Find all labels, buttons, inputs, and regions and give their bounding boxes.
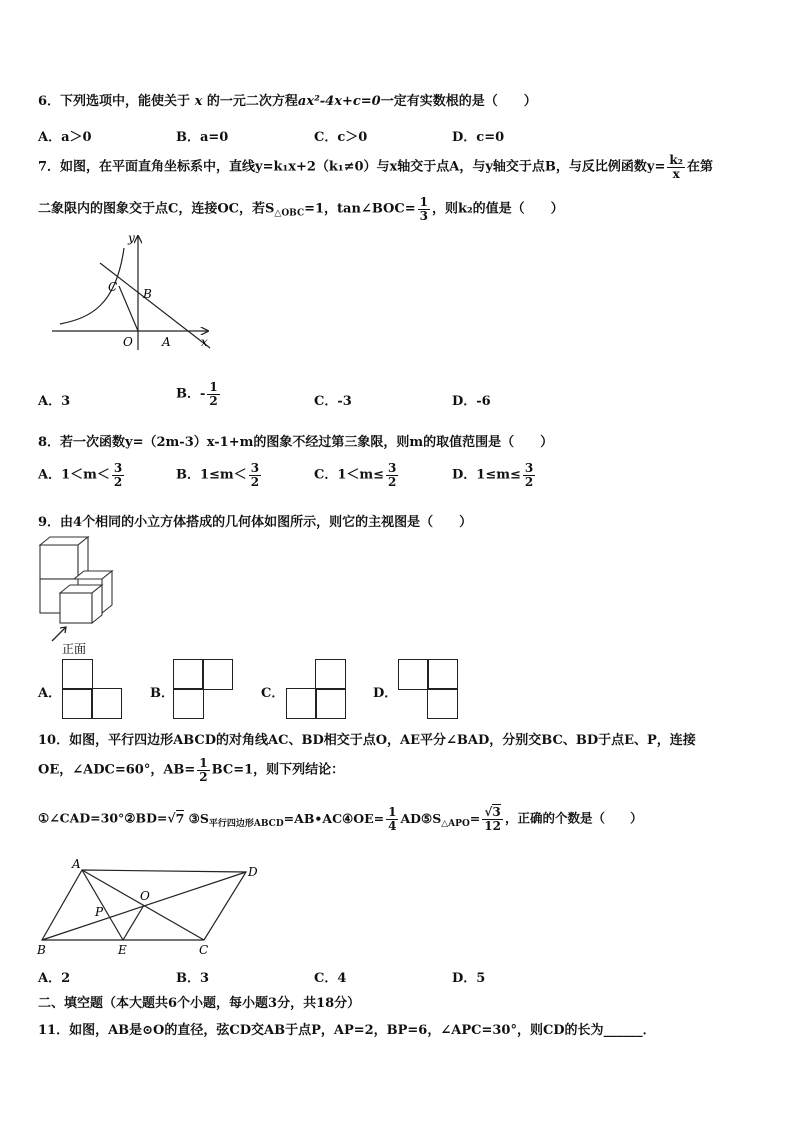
q6-option-d[interactable]: D．c=0 [452,130,505,145]
q10-conclusion-1: ①∠CAD=30° [38,810,125,826]
q7-fraction-tan: $\frac{1}{3}$ [419,195,428,223]
q7-option-c[interactable]: C．-3 [314,394,352,409]
q10-conclusion-4: ④OE= $\frac{1}{4}$ AD [342,805,422,833]
label-d: D [248,865,258,879]
q9-number: 9． [38,515,61,530]
q8-option-a[interactable]: A．1＜m＜ $\frac{3}{2}$ [38,461,123,489]
label-b: B [37,943,46,957]
q10-stem-line1: 10．如图，平行四边形ABCD的对角线AC、BD相交于点O，AE平分∠BAD，分别交BC、BD于点E、P，连接 [38,733,696,748]
q9-cube-figure [38,535,118,657]
q8-stem: 8．若一次函数y=（2m-3）x-1+m的图象不经过第三象限，则m的取值范围是（ ） [38,435,554,450]
q6-number: 6． [38,94,61,109]
front-label: 正面 [62,642,87,656]
label-c: C [108,280,118,294]
q6-equation: ax²-4x+c=0 [297,94,381,109]
q9-option-a-shape[interactable] [62,659,124,721]
q10-option-a[interactable]: A．2 [38,971,71,986]
q10-conclusions: ①∠CAD=30°②BD=√7 $③S_{平行四边形ABCD}=AB•AC④OE=$ $\frac{1}{4}$ $AD⑤S_{\triangle APO}=$ $\frac{√3}{12}$ ，正确的个数是（ ） [38,805,643,833]
q7-stem-line2: 二象限内的图象交于点C，连接OC，若$S_{\triangle OBC}=1$，tan∠BOC= $\frac{1}{3}$ ，则k₂的值是（ ） [38,195,564,223]
label-c: C [199,943,209,957]
q6-stem: 6．下列选项中，能使关于 x 的一元二次方程ax²-4x+c=0一定有实数根的是（ ） [38,94,537,109]
q6-option-a[interactable]: A．a＞0 [38,130,92,145]
q10-parallelogram-figure [36,858,264,958]
q7-option-b[interactable]: B．- $\frac{1}{2}$ [176,380,218,408]
label-x: x [201,335,208,349]
q11-answer-blank[interactable]: ______ [603,1023,643,1038]
segment-oe [123,905,144,940]
label-a: A [162,335,171,349]
label-a: A [72,858,81,871]
q10-option-c[interactable]: C．4 [314,971,347,986]
q9-stem: 9．由4个相同的小立方体搭成的几何体如图所示，则它的主视图是（ ） [38,515,473,530]
label-o: O [140,889,150,903]
q10-option-d[interactable]: D．5 [452,971,486,986]
line-ab [100,263,210,348]
section-2-title: 二、填空题（本大题共6个小题，每小题3分，共18分） [38,996,361,1011]
q9-option-d-label[interactable]: D． [373,686,398,701]
q7-fraction-k2-x: $\frac{\text{k₂}}{x}$ [669,153,683,181]
q10-conclusion-2: ②BD=√7 [124,810,185,826]
q8-option-d[interactable]: D．1≤m≤ $\frac{3}{2}$ [452,461,534,489]
q8-option-b[interactable]: B．1≤m＜ $\frac{3}{2}$ [176,461,260,489]
q9-option-b-label[interactable]: B． [150,686,174,701]
front-arrow [52,627,66,641]
q10-stem-line2: OE，∠ADC=60°，AB= $\frac{1}{2}$ BC=1，则下列结论： [38,756,345,784]
q7-option-d[interactable]: D．-6 [452,394,491,409]
q7-option-a[interactable]: A．3 [38,394,71,409]
q9-option-d-shape[interactable] [398,659,460,721]
label-y: y [128,231,135,245]
q6-option-c[interactable]: C．c＞0 [314,130,368,145]
q9-option-a-label[interactable]: A． [38,686,62,701]
q9-option-c-shape[interactable] [286,659,348,721]
q6-option-b[interactable]: B．a=0 [176,130,229,145]
label-e: E [118,943,127,957]
q10-number: 10． [38,733,70,748]
q9-option-b-shape[interactable] [173,659,235,721]
q7-number: 7． [38,159,61,175]
q8-number: 8． [38,435,61,450]
q10-conclusion-3: $③S_{平行四边形ABCD}=AB•AC$ [188,810,343,829]
q7-coordinate-figure [50,228,215,353]
q9-option-c-label[interactable]: C． [261,686,285,701]
label-b: B [143,287,152,301]
label-p: P [95,905,104,919]
q11-stem: 11．如图，AB是⊙O的直径，弦CD交AB于点P，AP=2，BP=6，∠APC=30°，则CD的长为______． [38,1023,656,1038]
q8-option-c[interactable]: C．1＜m≤ $\frac{3}{2}$ [314,461,397,489]
q10-option-b[interactable]: B．3 [176,971,210,986]
segment-oc [119,286,138,331]
q10-conclusion-5: $⑤S_{\triangle APO}=$ $\frac{√3}{12}$ [421,805,501,833]
q11-number: 11． [38,1023,70,1038]
label-o: O [123,335,133,349]
q7-stem-line1: 7．如图，在平面直角坐标系中，直线y=k₁x+2（k₁≠0）与x轴交于点A，与y轴交于点B，与反比例函数y= $\frac{\text{k₂}}{x}$ 在第 [38,153,713,181]
